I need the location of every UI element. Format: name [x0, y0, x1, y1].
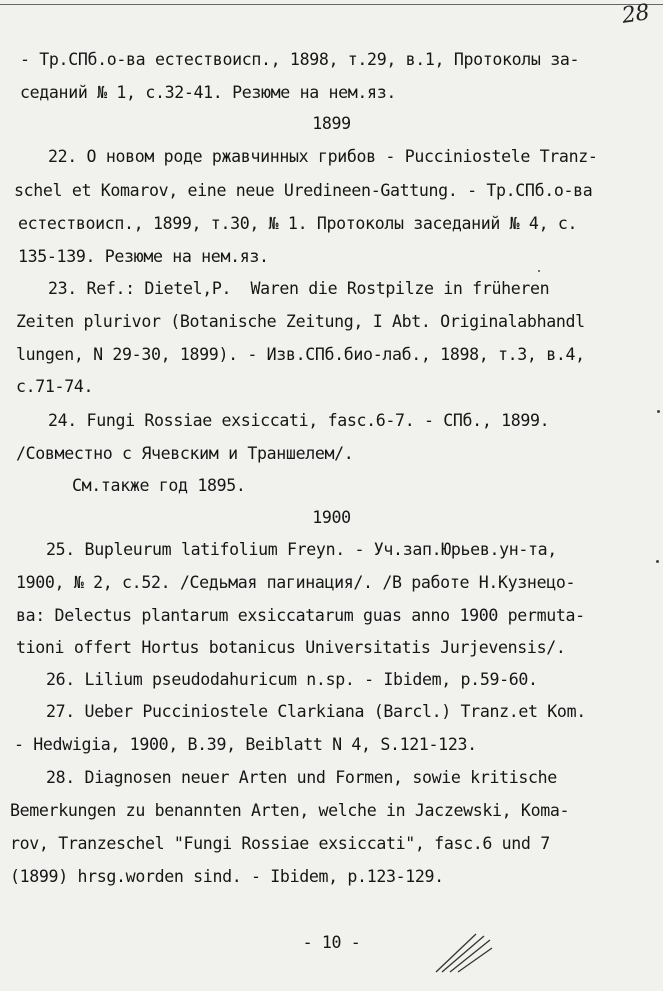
text-line: Zeiten plurivor (Botanische Zeitung, I Abt. Originalabhandl [16, 312, 585, 331]
text-line: 26. Lilium pseudodahuricum n.sp. - Ibidem, p.59-60. [46, 670, 538, 689]
text-line: См.также год 1895. [72, 476, 246, 495]
text-line: 24. Fungi Rossiae exsiccati, fasc.6-7. - СПб., 1899. [48, 411, 550, 430]
year-heading: 1900 [312, 508, 351, 527]
scan-speck [657, 410, 660, 413]
text-line: седаний № 1, с.32-41. Резюме на нем.яз. [20, 83, 396, 102]
text-line: Bemerkungen zu benannten Arten, welche in Jaczewski, Koma- [10, 801, 570, 820]
text-line: 1900, № 2, с.52. /Седьмая пагинация/. /В работе Н.Кузнецо- [16, 573, 576, 592]
text-line: lungen, N 29-30, 1899). - Изв.СПб.био-лаб., 1898, т.3, в.4, [16, 345, 585, 364]
page-footer: - 10 - [302, 933, 361, 952]
scan-speck [656, 560, 659, 563]
text-line: 28. Diagnosen neuer Arten und Formen, sowie kritische [46, 768, 557, 787]
top-rule [0, 4, 663, 5]
text-line: 22. О новом роде ржавчинных грибов - Pucciniostele Tranz- [48, 147, 598, 166]
handwritten-page-number: 28 [620, 0, 651, 29]
text-line: 135-139. Резюме на нем.яз. [18, 247, 269, 266]
text-line: естествоисп., 1899, т.30, № 1. Протоколы заседаний № 4, с. [18, 214, 578, 233]
text-line: с.71-74. [16, 377, 94, 396]
text-line: tioni offert Hortus botanicus Universitatis Jurjevensis/. [16, 638, 566, 657]
text-line: ва: Delectus plantarum exsiccatarum guas anno 1900 permuta- [16, 606, 585, 625]
text-line: 23. Ref.: Dietel,P. Waren die Rostpilze in früheren [48, 279, 550, 298]
text-line: rov, Tranzeschel "Fungi Rossiae exsiccati", fasc.6 und 7 [10, 834, 550, 853]
text-line: (1899) hrsg.worden sind. - Ibidem, p.123-129. [10, 867, 444, 886]
text-line: - Тр.СПб.о-ва естествоисп., 1898, т.29, в.1, Протоколы за- [20, 50, 580, 69]
text-line: /Совместно с Ячевским и Траншелем/. [16, 444, 354, 463]
text-line: 25. Bupleurum latifolium Freyn. - Уч.зап.Юрьев.ун-та, [46, 540, 557, 559]
scan-speck [538, 270, 540, 272]
text-line: - Hedwigia, 1900, B.39, Beiblatt N 4, S.121-123. [14, 735, 477, 754]
pencil-mark [432, 928, 494, 976]
text-line: schel et Komarov, eine neue Uredineen-Gattung. - Тр.СПб.о-ва [14, 181, 593, 200]
year-heading: 1899 [312, 114, 351, 133]
text-line: 27. Ueber Pucciniostele Clarkiana (Barcl.) Tranz.et Kom. [46, 702, 586, 721]
